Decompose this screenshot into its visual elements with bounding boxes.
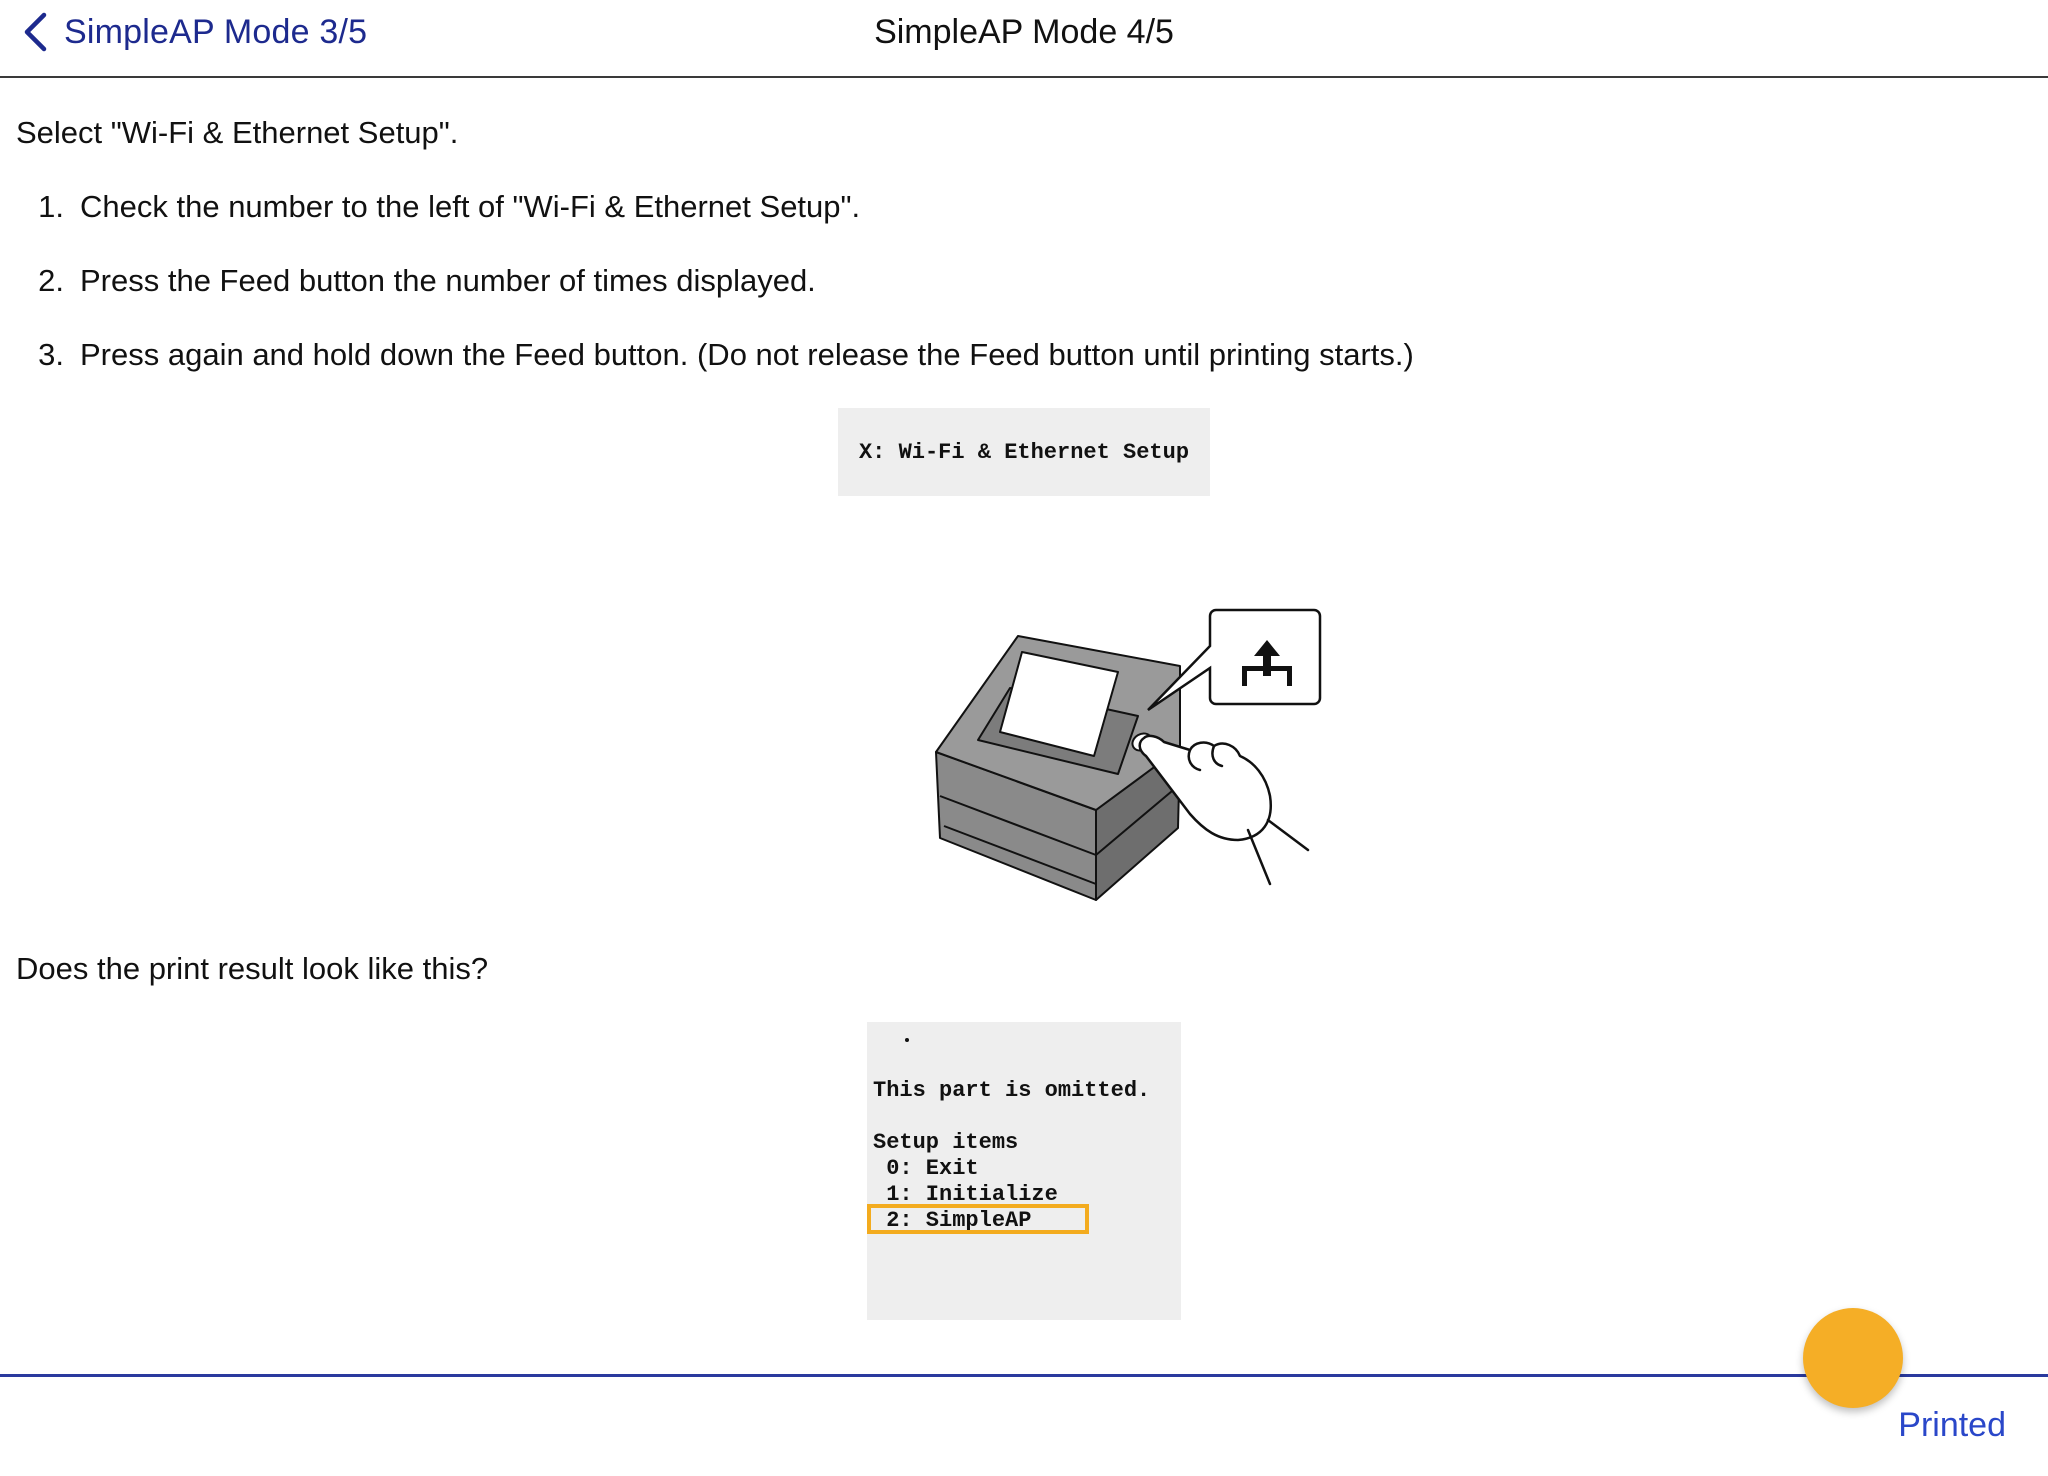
printer-feed-button-illustration <box>918 600 1338 920</box>
step-text: Press the Feed button the number of times displayed. <box>80 263 816 298</box>
ticket-dot <box>905 1038 909 1042</box>
question-text: Does the print result look like this? <box>16 951 489 986</box>
back-button-label: SimpleAP Mode 3/5 <box>64 12 368 51</box>
step-number: 2. <box>38 263 64 298</box>
ticket-setup-items-heading: Setup items <box>873 1130 1019 1155</box>
steps-list <box>16 186 1414 408</box>
ticket-item-simpleap: 2: SimpleAP <box>873 1208 1032 1233</box>
page-title: SimpleAP Mode 4/5 <box>874 13 1174 51</box>
ticket-setup-text: X: Wi-Fi & Ethernet Setup <box>858 439 1190 465</box>
simpleap-highlight-box <box>867 1204 1089 1234</box>
floating-action-button[interactable] <box>1803 1308 1903 1408</box>
printer-icon <box>936 636 1180 900</box>
step-text: Press again and hold down the Feed button. (Do not release the Feed button until printing starts.) <box>80 337 1414 372</box>
navigation-bar <box>0 0 2048 78</box>
intro-text: Select "Wi-Fi & Ethernet Setup". <box>16 115 459 150</box>
ticket-omitted-text: This part is omitted. <box>873 1078 1151 1103</box>
printed-button[interactable]: Printed <box>1898 1406 2006 1444</box>
list-item <box>16 186 1414 260</box>
step-text: Check the number to the left of "Wi-Fi & Ethernet Setup". <box>80 189 861 224</box>
ticket-sample-result <box>867 1022 1181 1320</box>
step-number: 3. <box>38 337 64 372</box>
list-item <box>16 260 1414 334</box>
step-number: 1. <box>38 189 64 224</box>
ticket-item-exit: 0: Exit <box>873 1156 979 1181</box>
ticket-item-initialize: 1: Initialize <box>873 1182 1058 1207</box>
ticket-sample-setup <box>838 408 1210 496</box>
footer-divider <box>0 1374 2048 1377</box>
list-item <box>16 334 1414 408</box>
